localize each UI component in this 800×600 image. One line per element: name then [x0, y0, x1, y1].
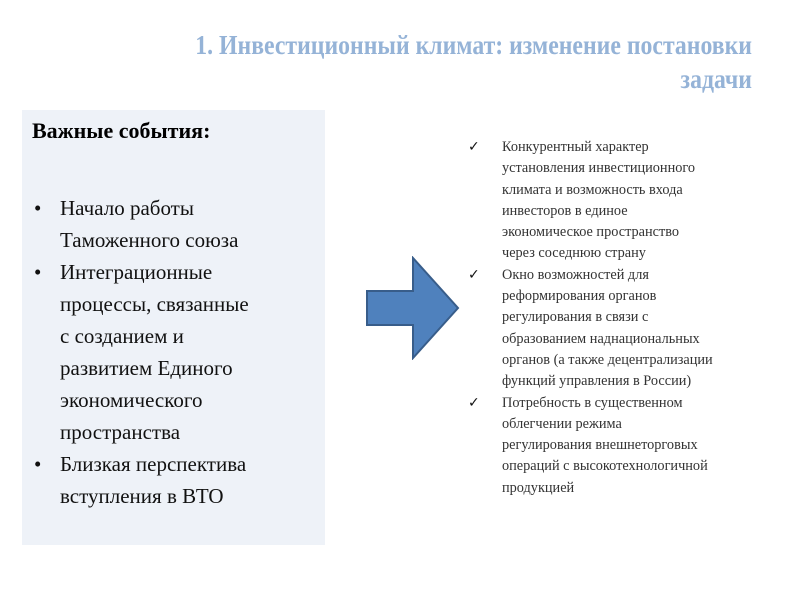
consequences-list: [466, 137, 713, 499]
events-list: [32, 192, 249, 512]
list-item: [32, 256, 249, 448]
list-item-text: Интеграционные процессы, связанные с созданием и развитием Единого экономического пространства: [60, 260, 249, 444]
list-item: [466, 137, 713, 265]
bullet-icon: •: [34, 196, 42, 220]
slide-title: 1. Инвестиционный климат: изменение постановки задачи: [195, 30, 752, 94]
list-item: [466, 265, 713, 393]
checkmark-icon: ✓: [468, 394, 480, 411]
list-item: [32, 448, 249, 512]
list-item-text: Конкурентный характер установления инвестиционного климата и возможность входа инвесторов в единое экономическое пространство через соседнюю страну: [502, 139, 696, 262]
list-item-text: Потребность в существенном облегчении режима регулирования внешнеторговых операций с высокотехнологичной продукцией: [502, 394, 708, 496]
checkmark-icon: ✓: [468, 266, 480, 283]
list-item: [466, 393, 713, 499]
bullet-icon: •: [34, 452, 42, 476]
right-arrow-icon: [365, 256, 461, 360]
list-item-text: Близкая перспектива вступления в ВТО: [60, 452, 247, 508]
list-item-text: Окно возможностей для реформирования органов регулирования в связи с образованием наднациональных органов (а также децентрализации функций управления в России): [502, 266, 713, 390]
checkmark-icon: ✓: [468, 139, 480, 155]
list-item-text: Начало работы Таможенного союза: [60, 196, 239, 252]
list-item: [32, 192, 249, 256]
important-events-panel: [22, 110, 325, 545]
panel-heading: Важные события:: [32, 118, 211, 143]
bullet-icon: •: [34, 260, 42, 284]
